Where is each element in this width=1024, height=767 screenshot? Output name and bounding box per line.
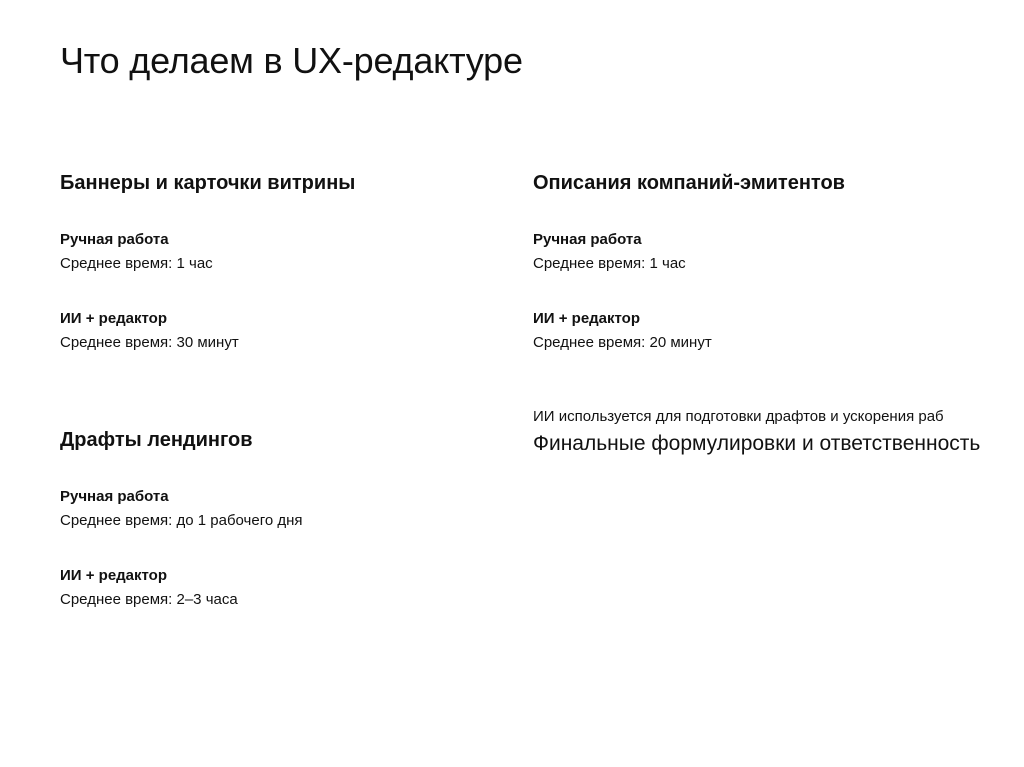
note-line-1: ИИ используется для подготовки драфтов и ускорения раб [533,408,944,425]
manual-work-time: Среднее время: до 1 рабочего дня [60,512,303,529]
manual-work-block [60,228,355,276]
ai-editor-label: ИИ + редактор [533,310,641,327]
section-banners [60,172,355,355]
ai-editor-label: ИИ + редактор [60,567,168,584]
manual-work-time: Среднее время: 1 час [533,255,686,272]
slide-title: Что делаем в UX-редактуре [60,40,523,81]
section-companies [533,172,845,355]
ai-editor-time: Среднее время: 20 минут [533,334,712,351]
ai-editor-label: ИИ + редактор [60,310,168,327]
manual-work-label: Ручная работа [533,231,642,248]
section-landings [60,429,303,612]
manual-work-block [533,228,845,276]
section-title: Драфты лендингов [60,429,253,451]
note-line-2: Финальные формулировки и ответственность [533,432,981,455]
ai-editor-block [60,307,355,355]
section-title: Описания компаний-эмитентов [533,172,845,194]
ai-editor-block [60,564,303,612]
manual-work-time: Среднее время: 1 час [60,255,213,272]
manual-work-block [60,485,303,533]
ai-editor-time: Среднее время: 2–3 часа [60,591,238,608]
manual-work-label: Ручная работа [60,488,169,505]
ai-editor-time: Среднее время: 30 минут [60,334,239,351]
manual-work-label: Ручная работа [60,231,169,248]
ai-editor-block [533,307,845,355]
ai-usage-note [533,405,980,459]
section-title: Баннеры и карточки витрины [60,172,356,194]
